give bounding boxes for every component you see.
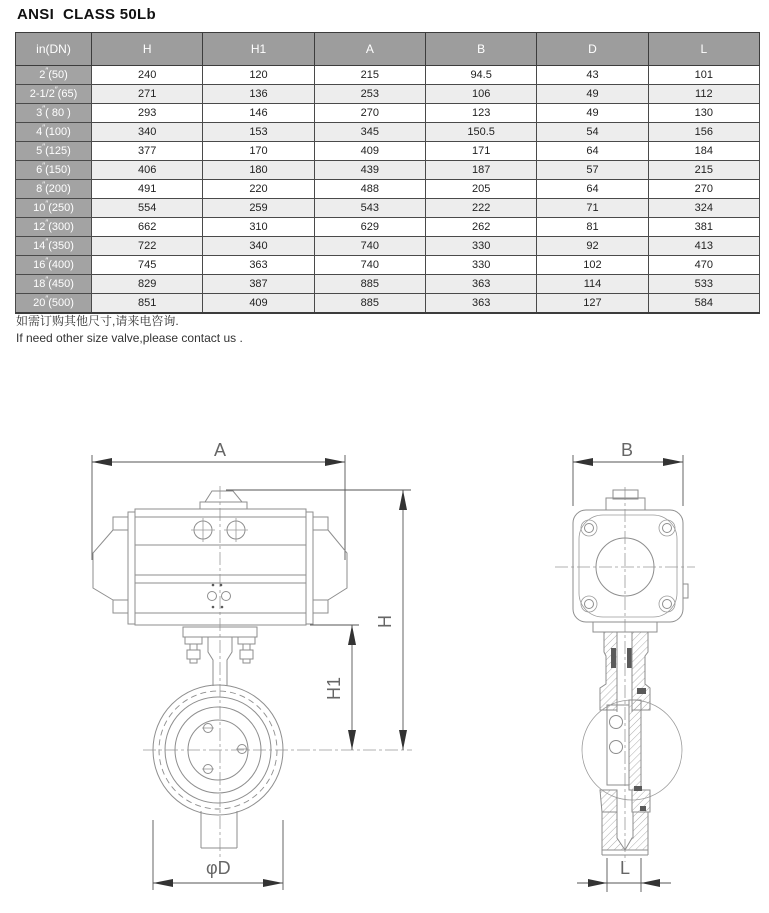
table-row xyxy=(16,142,760,161)
dim-label-h: H xyxy=(375,615,395,628)
cell-h: 271 xyxy=(92,85,203,104)
cell-d: 57 xyxy=(537,161,648,180)
cell-a: 629 xyxy=(314,218,425,237)
cell-l: 533 xyxy=(648,275,759,294)
cell-b: 171 xyxy=(425,142,536,161)
table-row xyxy=(16,85,760,104)
cell-b: 222 xyxy=(425,199,536,218)
cell-b: 94.5 xyxy=(425,66,536,85)
cell-h1: 120 xyxy=(203,66,314,85)
cell-b: 262 xyxy=(425,218,536,237)
row-header-size: 3″( 80 ) xyxy=(16,104,92,123)
table-row xyxy=(16,104,760,123)
row-header-size: 20″(500) xyxy=(16,294,92,314)
cell-d: 127 xyxy=(537,294,648,314)
table-row xyxy=(16,218,760,237)
air-port-left xyxy=(191,518,215,542)
cell-h1: 409 xyxy=(203,294,314,314)
cell-d: 64 xyxy=(537,142,648,161)
column-header-a: A xyxy=(314,33,425,66)
column-header-h1: H1 xyxy=(203,33,314,66)
cell-a: 885 xyxy=(314,275,425,294)
dimension-a xyxy=(92,440,345,560)
header-row xyxy=(16,33,760,66)
actuator-top-cap xyxy=(200,491,247,509)
column-header-b: B xyxy=(425,33,536,66)
row-header-size: 4″(100) xyxy=(16,123,92,142)
cell-h: 554 xyxy=(92,199,203,218)
cell-h: 340 xyxy=(92,123,203,142)
cell-h: 745 xyxy=(92,256,203,275)
row-header-size: 5″(125) xyxy=(16,142,92,161)
cell-l: 112 xyxy=(648,85,759,104)
cell-b: 330 xyxy=(425,256,536,275)
row-header-size: 6″(150) xyxy=(16,161,92,180)
table-body xyxy=(16,66,760,314)
table-row xyxy=(16,294,760,314)
column-header-l: L xyxy=(648,33,759,66)
table-header xyxy=(16,33,760,66)
cell-h1: 340 xyxy=(203,237,314,256)
front-view-drawing xyxy=(92,440,412,890)
cell-a: 345 xyxy=(314,123,425,142)
cell-l: 215 xyxy=(648,161,759,180)
cell-l: 156 xyxy=(648,123,759,142)
cell-h1: 153 xyxy=(203,123,314,142)
cell-l: 130 xyxy=(648,104,759,123)
cell-d: 49 xyxy=(537,104,648,123)
cell-h: 491 xyxy=(92,180,203,199)
cell-b: 330 xyxy=(425,237,536,256)
air-port-right xyxy=(224,518,248,542)
cell-l: 324 xyxy=(648,199,759,218)
cell-h1: 180 xyxy=(203,161,314,180)
note-zh: 如需订购其他尺寸,请来电咨询. xyxy=(16,314,179,328)
technical-drawing xyxy=(0,420,769,913)
cell-l: 470 xyxy=(648,256,759,275)
cell-b: 150.5 xyxy=(425,123,536,142)
cell-b: 187 xyxy=(425,161,536,180)
valve-cross-section xyxy=(582,622,682,855)
cell-d: 43 xyxy=(537,66,648,85)
cell-a: 543 xyxy=(314,199,425,218)
dimension-l xyxy=(577,858,671,892)
cell-a: 253 xyxy=(314,85,425,104)
cell-d: 54 xyxy=(537,123,648,142)
cell-d: 49 xyxy=(537,85,648,104)
cell-h1: 363 xyxy=(203,256,314,275)
cell-h1: 136 xyxy=(203,85,314,104)
table-row xyxy=(16,275,760,294)
row-header-size: 18″(450) xyxy=(16,275,92,294)
cell-l: 584 xyxy=(648,294,759,314)
cell-h: 722 xyxy=(92,237,203,256)
cell-b: 363 xyxy=(425,294,536,314)
table-row xyxy=(16,256,760,275)
cell-a: 740 xyxy=(314,256,425,275)
table-row xyxy=(16,161,760,180)
cell-h: 851 xyxy=(92,294,203,314)
cell-a: 270 xyxy=(314,104,425,123)
cell-l: 184 xyxy=(648,142,759,161)
cell-b: 205 xyxy=(425,180,536,199)
page-title: ANSI CLASS 50Lb xyxy=(17,6,156,23)
column-header-h: H xyxy=(92,33,203,66)
cell-a: 215 xyxy=(314,66,425,85)
cell-d: 92 xyxy=(537,237,648,256)
cell-h1: 170 xyxy=(203,142,314,161)
cell-d: 102 xyxy=(537,256,648,275)
dimension-h1 xyxy=(310,625,359,750)
dimension-table xyxy=(15,32,760,314)
adjuster-detail xyxy=(208,584,231,609)
dim-label-a: A xyxy=(214,440,227,460)
cell-b: 363 xyxy=(425,275,536,294)
cell-l: 101 xyxy=(648,66,759,85)
cell-a: 740 xyxy=(314,237,425,256)
cell-h1: 259 xyxy=(203,199,314,218)
cell-a: 409 xyxy=(314,142,425,161)
cell-a: 885 xyxy=(314,294,425,314)
cell-h1: 220 xyxy=(203,180,314,199)
side-view-drawing xyxy=(555,440,695,892)
actuator-end-view xyxy=(573,490,688,622)
dim-label-phid: φD xyxy=(206,858,231,878)
cell-h: 240 xyxy=(92,66,203,85)
corner-bolt-holes xyxy=(581,520,675,612)
cell-d: 114 xyxy=(537,275,648,294)
cell-h: 662 xyxy=(92,218,203,237)
cell-a: 439 xyxy=(314,161,425,180)
dim-label-h1: H1 xyxy=(324,676,344,700)
cell-l: 270 xyxy=(648,180,759,199)
cell-h: 377 xyxy=(92,142,203,161)
cell-d: 71 xyxy=(537,199,648,218)
dimension-phid xyxy=(153,820,283,890)
table-row xyxy=(16,237,760,256)
column-header-indn: in(DN) xyxy=(16,33,92,66)
cell-h1: 387 xyxy=(203,275,314,294)
row-header-size: 2″(50) xyxy=(16,66,92,85)
cell-h1: 146 xyxy=(203,104,314,123)
cell-l: 381 xyxy=(648,218,759,237)
lower-stem xyxy=(201,811,237,848)
row-header-size: 14″(350) xyxy=(16,237,92,256)
cell-b: 123 xyxy=(425,104,536,123)
column-header-d: D xyxy=(537,33,648,66)
dim-label-b: B xyxy=(621,440,634,460)
notes xyxy=(16,313,243,347)
note-en: If need other size valve,please contact us . xyxy=(16,331,243,345)
table-row xyxy=(16,123,760,142)
row-header-size: 2-1/2″(65) xyxy=(16,85,92,104)
cell-d: 81 xyxy=(537,218,648,237)
cell-a: 488 xyxy=(314,180,425,199)
cell-h: 406 xyxy=(92,161,203,180)
cell-d: 64 xyxy=(537,180,648,199)
cell-h: 293 xyxy=(92,104,203,123)
cell-b: 106 xyxy=(425,85,536,104)
cell-h1: 310 xyxy=(203,218,314,237)
dimension-b xyxy=(573,440,683,506)
row-header-size: 10″(250) xyxy=(16,199,92,218)
dim-label-l: L xyxy=(620,858,631,878)
row-header-size: 12″(300) xyxy=(16,218,92,237)
row-header-size: 8″(200) xyxy=(16,180,92,199)
table-row xyxy=(16,199,760,218)
row-header-size: 16″(400) xyxy=(16,256,92,275)
table-row xyxy=(16,66,760,85)
table-row xyxy=(16,180,760,199)
cell-h: 829 xyxy=(92,275,203,294)
cell-l: 413 xyxy=(648,237,759,256)
